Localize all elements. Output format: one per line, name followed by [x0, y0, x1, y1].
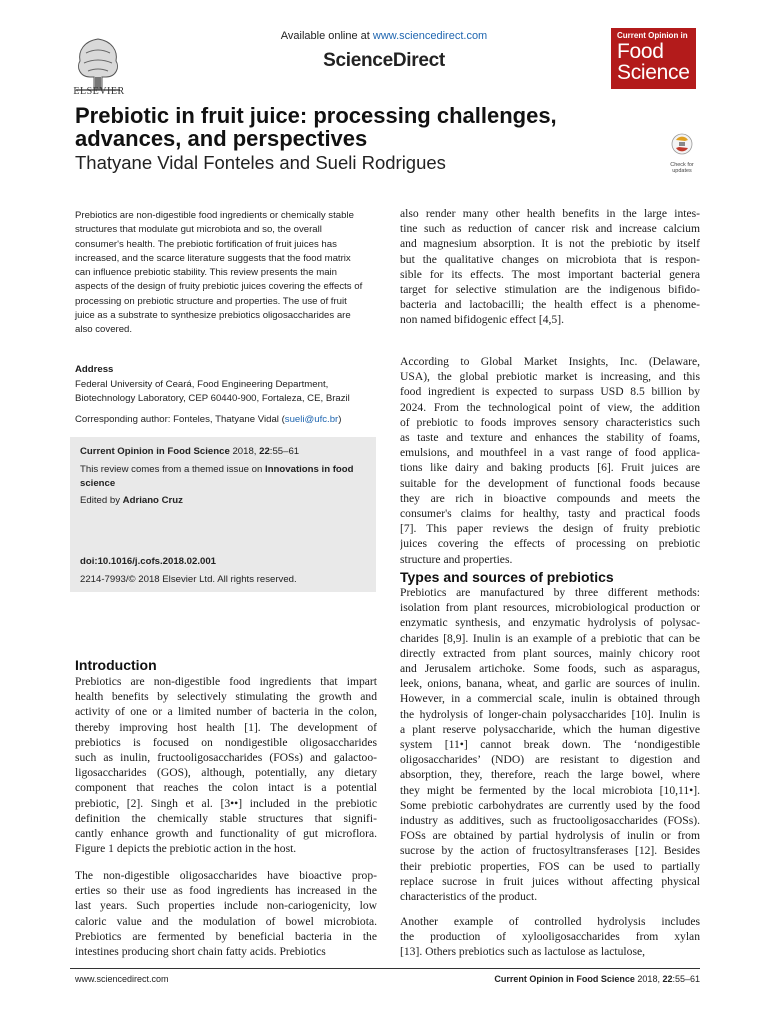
- right-paragraph-3: [400, 585, 700, 904]
- text-line: According to Global Market Insights, Inc. (Delaware,: [400, 355, 700, 368]
- check-for-updates-label: Check for updates: [670, 162, 694, 174]
- text-line: Another example of controlled hydrolysis includes: [400, 915, 700, 928]
- text-line: cantly enhance growth and functionality of gut microflora.: [75, 827, 377, 841]
- check-for-updates-badge[interactable]: [664, 132, 700, 176]
- corresponding-author: [75, 414, 375, 425]
- sciencedirect-brand: ScienceDirect: [323, 50, 445, 71]
- elsevier-wordmark: ELSEVIER: [73, 86, 125, 97]
- text-line: they are rich in bioactive compounds and meets the: [400, 491, 700, 505]
- sciencedirect-link[interactable]: www.sciencedirect.com: [372, 30, 488, 42]
- text-line: [7]. This paper reviews the design of fruity prebiotic: [400, 522, 700, 536]
- text-line: and magnesium absorption. It is not the prebiotic by itself: [400, 237, 700, 251]
- corr-email-link[interactable]: sueli@ufc.br: [284, 414, 339, 425]
- right-paragraph-2: [400, 354, 700, 567]
- text-line: non named bifidogenic effect [4,5].: [400, 313, 564, 327]
- text-line: their prebiotic properties, FOS can be used to partially: [400, 859, 700, 873]
- introduction-heading: Introduction: [75, 657, 157, 673]
- copyright-line: 2214-7993/© 2018 Elsevier Ltd. All rights reserved.: [80, 574, 297, 585]
- text-line: activity of one or a limited number of bacteria in the colon,: [75, 705, 377, 719]
- text-line: bacteria and lactobacilli; the health effect is a phenome-: [400, 298, 700, 312]
- text-line: prebiotic, [2]. Singh et al. [3••] included in the prebiotic: [75, 796, 377, 810]
- text-line: erties so their use as food ingredients has increased in the: [75, 884, 377, 898]
- article-title: Prebiotic in fruit juice: processing challenges, advances, and perspectives: [75, 103, 557, 151]
- text-line: replace sucrose in fruit juices without affecting physical: [400, 874, 700, 888]
- text-line: industry as additives, such as fructooligosaccharides (FOSs).: [400, 814, 700, 828]
- text-line: component that reaches the colon intact is a potential: [75, 781, 377, 795]
- text-line: thereby improving host health [1]. The development of: [75, 720, 377, 734]
- themed-prefix: This review comes from a themed issue on: [80, 464, 266, 475]
- text-line: prebiotics is focused on nondigestible oligosaccharides: [75, 735, 377, 749]
- right-paragraph-1: [400, 206, 700, 328]
- text-line: sucrose by the action of fructosyltransferases [12]. Besides: [400, 844, 700, 858]
- text-line: target for selective stimulation are the indigenous bifido-: [400, 283, 700, 297]
- address-line-1: Federal University of Ceará, Food Engineering Department,: [75, 379, 329, 390]
- article-info-box: [70, 437, 376, 592]
- corr-prefix: Corresponding author: Fonteles, Thatyane Vidal (: [75, 414, 285, 425]
- intro-paragraph-1: [75, 674, 377, 856]
- text-line: but the qualitative changes on microbiota that is respon-: [400, 252, 700, 266]
- address-block: [75, 378, 375, 405]
- text-line: suitable for the development of functional foods because: [400, 476, 700, 490]
- text-line: Some prebiotic carbohydrates are currently used by the food: [400, 798, 700, 812]
- text-line: and Jerusalem artichoke. Some foods, such as asparagus,: [400, 662, 700, 676]
- infobox-year: 2018,: [229, 446, 260, 457]
- address-line-2: Biotechnology Laboratory, CEP 60440-900, Fortaleza, CE, Brazil: [75, 392, 350, 404]
- doi-link[interactable]: doi:10.1016/j.cofs.2018.02.001: [80, 556, 216, 567]
- text-line: oligosaccharides’ (NDO) are resistant to digestion and: [400, 753, 700, 767]
- editor-name: Adriano Cruz: [122, 495, 183, 506]
- infobox-volume: 22: [259, 446, 270, 457]
- journal-badge-line1: Current Opinion in: [617, 31, 688, 40]
- infobox-editor: [80, 494, 370, 508]
- text-line: FOSs are obtained by partial hydrolysis of inulin or from: [400, 829, 700, 843]
- text-line: tions like dairy and baking products [6]. Fruit juices are: [400, 461, 700, 475]
- text-line: juices covering the effects of processing on prebiotic: [400, 537, 700, 551]
- infobox-journal: Current Opinion in Food Science: [80, 446, 230, 457]
- text-line: food ingredient is expected to surpass USD 8.5 billion by: [400, 385, 700, 399]
- footer-year: 2018,: [634, 974, 663, 984]
- text-line: as taste and texture and enhances the stability of foams,: [400, 431, 700, 445]
- article-authors: Thatyane Vidal Fonteles and Sueli Rodrigues: [75, 152, 446, 173]
- text-line: definition the chemically stable structures that signifi-: [75, 811, 377, 825]
- footer-rule: [70, 968, 700, 969]
- text-line: such as inulin, fructooligosaccharides (FOSs) and galactoo-: [75, 751, 377, 765]
- footer-pages: :55–61: [672, 974, 700, 984]
- infobox-citation: [80, 445, 370, 459]
- footer-volume: 22: [662, 974, 673, 984]
- text-line: Figure 1 depicts the prebiotic action in the host.: [75, 842, 297, 856]
- address-heading: Address: [75, 364, 114, 375]
- text-line: the production of xylooligosaccharides from xylan: [400, 930, 700, 944]
- edited-prefix: Edited by: [80, 495, 123, 506]
- text-line: of prebiotic to foods improves sensory characteristics such: [400, 415, 700, 429]
- journal-badge-line3: Science: [617, 61, 690, 84]
- abstract: Prebiotics are non-digestible food ingredients or chemically stable structures that modulate gut microbiota and so, the overall consumer's health. The prebiotic fortification of fruit juices has increased, and the scarce literature suggests that the food matrix can influence prebiotic stability. This review presents the main aspects of the design of fruity prebiotic juices covering the effects of processing on prebiotic structure and properties. The use of fruit juice as a substrate to synthesize prebiotics oligosaccharides are also covered.: [75, 210, 363, 336]
- text-line: However, in a commercial scale, inulin is obtained through: [400, 692, 700, 706]
- corr-suffix: ): [338, 414, 342, 425]
- text-line: a plant reserve polysaccharide, which the human digestive: [400, 722, 700, 736]
- text-line: consumer's claims for healthy, tasty and practical foods: [400, 507, 700, 521]
- types-sources-heading: Types and sources of prebiotics: [400, 569, 614, 585]
- text-line: characteristics of the product.: [400, 890, 538, 904]
- text-line: the hydrolysis of longer-chain polysaccharides [10]. Inulin is: [400, 707, 700, 721]
- text-line: [13]. Others prebiotics such as lactulose as lactulose,: [400, 945, 646, 959]
- text-line: enzymatic synthesis, and enzymatic hydrolysis of polysac-: [400, 616, 700, 630]
- text-line: Prebiotics are manufactured by three different methods:: [400, 586, 700, 599]
- text-line: structure and properties.: [400, 552, 513, 566]
- text-line: they might be fermented by the local microbiota [10,11•].: [400, 783, 700, 797]
- text-line: Prebiotics are non-digestible food ingredients that impart: [75, 675, 377, 688]
- text-line: system [11•] cannot break down. The ‘nondigestible: [400, 738, 700, 752]
- text-line: The non-digestible oligosaccharides have bioactive prop-: [75, 869, 377, 882]
- check-for-updates-icon: [671, 132, 693, 156]
- text-line: Prebiotics are fermented by beneficial bacteria in the: [75, 929, 377, 943]
- text-line: USA), the global prebiotic market is increasing, and this: [400, 370, 700, 384]
- footer-citation: [494, 974, 700, 984]
- text-line: sible for its effects. The most important bacterial genera: [400, 267, 700, 281]
- themed-issue-name: Innovations in food science: [80, 464, 354, 489]
- intro-paragraph-2: [75, 868, 377, 959]
- text-line: caloric value and the modulation of bowel microbiota.: [75, 914, 377, 928]
- infobox-themed-issue: [80, 463, 370, 490]
- footer-website[interactable]: www.sciencedirect.com: [75, 974, 169, 984]
- text-line: isolation from plant resources, microbiological production or: [400, 601, 700, 615]
- footer-journal: Current Opinion in Food Science: [494, 974, 635, 984]
- text-line: tine such as reduction of cancer risk and increase calcium: [400, 222, 700, 236]
- journal-badge-line2: Food: [617, 40, 664, 63]
- available-online-text: Available online at: [280, 30, 373, 42]
- right-paragraph-4: [400, 914, 700, 960]
- infobox-pages: :55–61: [269, 446, 300, 457]
- text-line: emulsions, and mouthfeel in a vast range of food applica-: [400, 446, 700, 460]
- text-line: directly extracted from plant sources, mainly chicory root: [400, 646, 700, 660]
- text-line: ligosaccharides (GOS), although, potentially, any dietary: [75, 766, 377, 780]
- text-line: health benefits by selectively stimulating the growth and: [75, 690, 377, 704]
- text-line: absorption, they, therefore, reach the large bowel, where: [400, 768, 700, 782]
- text-line: leek, onions, banana, wheat, and garlic are sources of inulin.: [400, 677, 700, 691]
- text-line: charides [8,9]. Inulin is an example of a prebiotic that can be: [400, 631, 700, 645]
- journal-cover-badge[interactable]: [611, 28, 696, 89]
- text-line: intestines producing short chain fatty acids. Prebiotics: [75, 945, 326, 959]
- text-line: last years. Such properties include non-cariogenicity, low: [75, 899, 377, 913]
- text-line: 2024. From the technological point of view, the addition: [400, 400, 700, 414]
- text-line: also render many other health benefits in the large intes-: [400, 207, 700, 220]
